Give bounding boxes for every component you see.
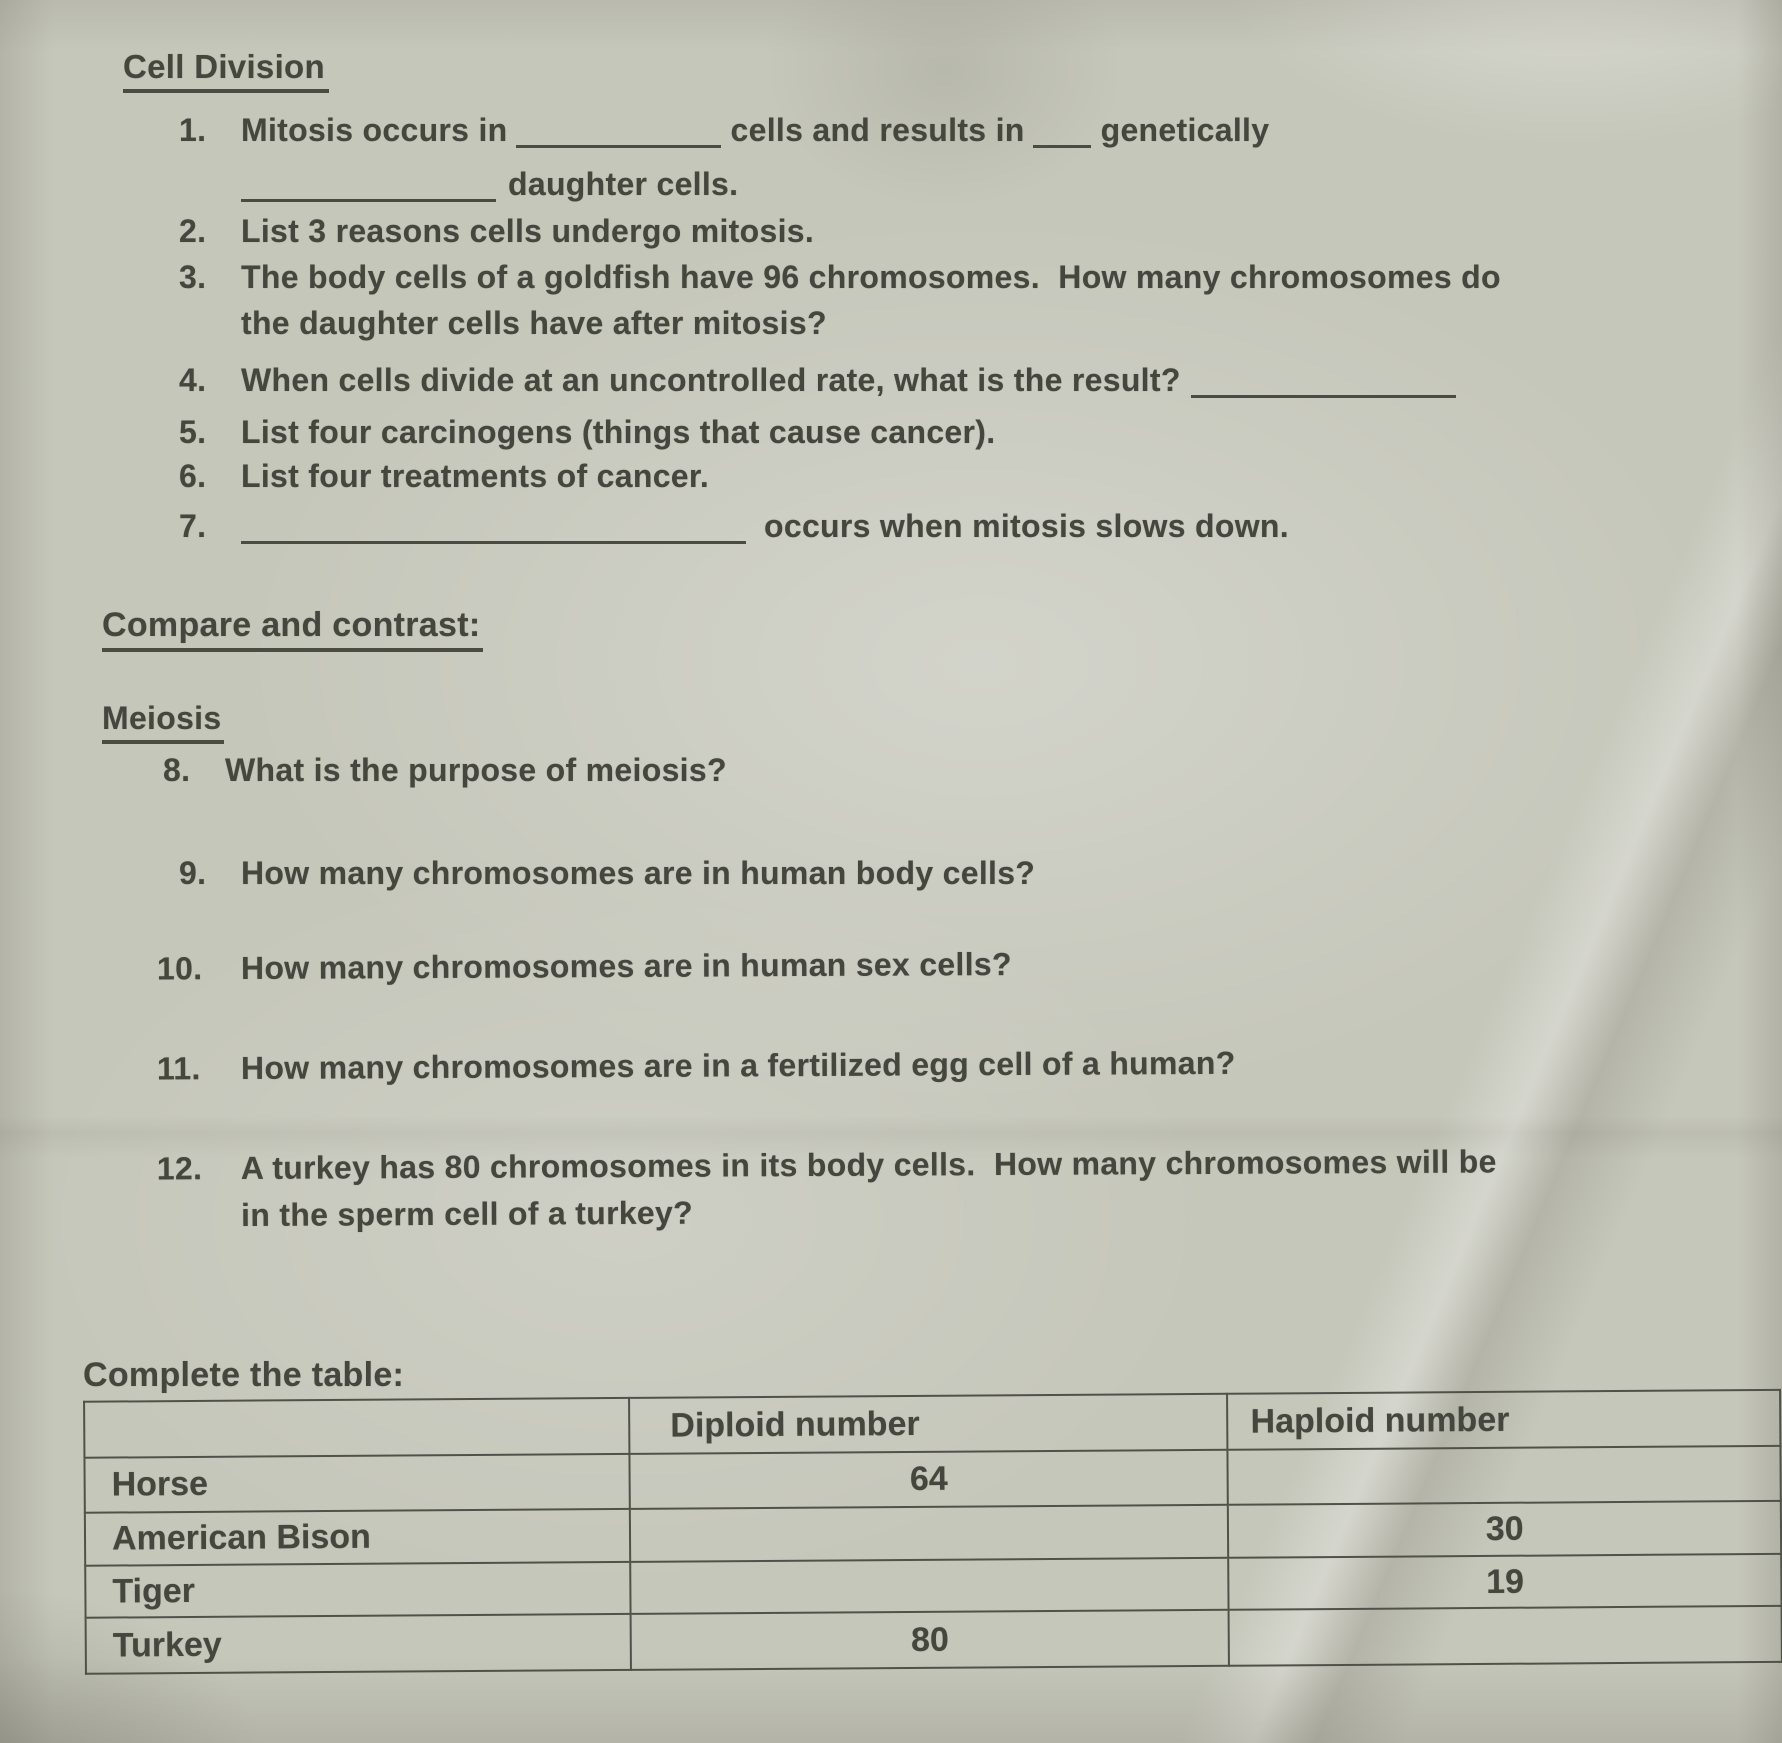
question-text: How many chromosomes are in a fertilized egg cell of a human?: [240, 1044, 1236, 1086]
question-text: A turkey has 80 chromosomes in its body cells. How many chromosomes will be: [240, 1143, 1497, 1187]
question-12: [156, 1143, 1497, 1234]
question-7: [179, 508, 1289, 545]
answer-blank: [1033, 125, 1091, 148]
diploid-value-cell: [630, 1558, 1229, 1614]
question-number: 1.: [179, 112, 207, 148]
question-11: [156, 1044, 1236, 1087]
haploid-value-cell: 30: [1228, 1501, 1781, 1558]
question-number: 4.: [179, 362, 207, 398]
answer-blank: [1191, 375, 1456, 398]
question-10: [156, 945, 1012, 987]
question-5: [179, 414, 996, 451]
question-text-line2: the daughter cells have after mitosis?: [241, 305, 827, 341]
question-text-line2: daughter cells.: [241, 166, 1269, 203]
question-number: 5.: [179, 414, 207, 450]
question-text-line2: in the sperm cell of a turkey?: [241, 1194, 694, 1233]
haploid-value-cell: 19: [1229, 1554, 1782, 1610]
question-text: List four treatments of cancer.: [241, 458, 710, 494]
question-8: [163, 752, 727, 789]
question-text: How many chromosomes are in human body cells?: [241, 855, 1036, 891]
question-1: [179, 112, 1270, 203]
question-text: List 3 reasons cells undergo mitosis.: [241, 213, 815, 249]
answer-blank: [241, 179, 496, 202]
table-header-diploid: Diploid number: [629, 1394, 1228, 1454]
question-number: 9.: [179, 855, 207, 891]
table-row-turkey: [86, 1606, 1782, 1674]
question-number: 8.: [163, 752, 191, 788]
question-number: 12.: [156, 1150, 203, 1187]
question-number: 3.: [179, 259, 207, 295]
question-number: 10.: [156, 950, 203, 987]
table-heading: Complete the table:: [83, 1356, 405, 1394]
question-text: occurs when mitosis slows down.: [241, 508, 1289, 545]
question-6: [179, 458, 710, 495]
section-heading-compare-contrast: Compare and contrast:: [102, 606, 483, 652]
question-text: What is the purpose of meiosis?: [225, 752, 727, 788]
page-title: Cell Division: [123, 48, 329, 93]
section-heading-meiosis: Meiosis: [102, 700, 224, 744]
haploid-value-cell: [1228, 1446, 1781, 1505]
animal-name-cell: American Bison: [85, 1509, 630, 1566]
question-number: 2.: [179, 213, 207, 249]
animal-name-cell: Turkey: [86, 1614, 631, 1674]
animal-name-cell: Horse: [84, 1454, 629, 1513]
haploid-value-cell: [1229, 1606, 1782, 1666]
table-header-animal: [84, 1398, 629, 1458]
question-number: 6.: [179, 458, 207, 494]
table-header-haploid: Haploid number: [1227, 1390, 1780, 1450]
question-text: Mitosis occurs in cells and results in genetically: [241, 112, 1270, 148]
diploid-value-cell: 64: [630, 1450, 1229, 1509]
question-text: How many chromosomes are in human sex cells?: [240, 945, 1012, 986]
chromosome-table: [83, 1389, 1782, 1675]
answer-blank: [516, 125, 721, 148]
question-2: [179, 213, 815, 250]
diploid-value-cell: [630, 1505, 1229, 1562]
question-3: [179, 259, 1501, 342]
question-text: The body cells of a goldfish have 96 chromosomes. How many chromosomes do: [241, 259, 1501, 295]
question-4: [179, 362, 1456, 399]
question-9: [179, 855, 1036, 892]
animal-name-cell: Tiger: [85, 1562, 630, 1618]
question-text: List four carcinogens (things that cause cancer).: [241, 414, 996, 450]
question-number: 11.: [156, 1050, 201, 1087]
question-number: 7.: [179, 508, 207, 544]
answer-blank: [241, 521, 746, 544]
question-text: When cells divide at an uncontrolled rate, what is the result?: [241, 362, 1456, 399]
diploid-value-cell: 80: [631, 1610, 1230, 1670]
